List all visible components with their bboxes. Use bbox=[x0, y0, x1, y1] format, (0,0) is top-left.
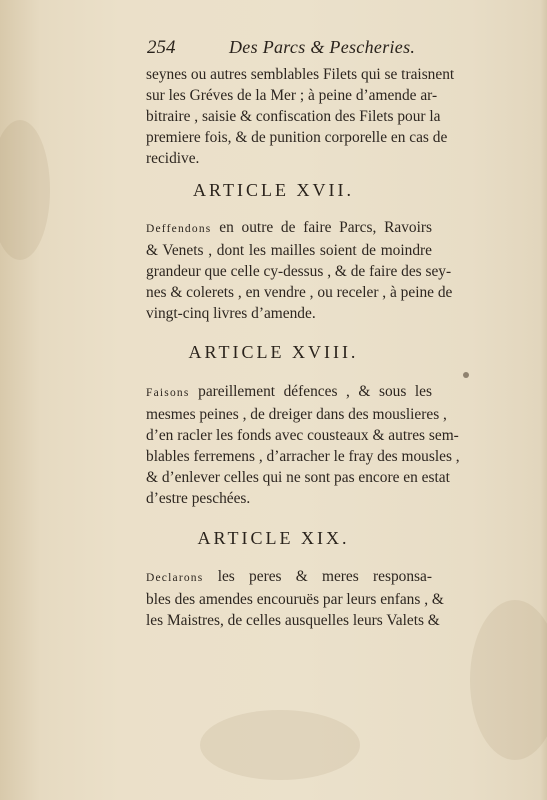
running-title: Des Parcs & Pescheries. bbox=[229, 37, 416, 57]
text-line: seynes ou autres semblables Filets qui se traisnent bbox=[146, 66, 455, 83]
text-line: recidive. bbox=[146, 150, 200, 167]
paper-stain bbox=[200, 710, 360, 780]
article-heading: ARTICLE XVIII. bbox=[188, 342, 359, 362]
page-header bbox=[147, 37, 447, 59]
text-line: blables ferremens , d’arracher le fray des mousles , bbox=[146, 448, 460, 465]
text-line: mesmes peines , de dreiger dans des mouslieres , bbox=[146, 406, 447, 423]
page-number: 254 bbox=[147, 37, 176, 58]
text-line: les Maistres, de celles ausquelles leurs Valets & bbox=[146, 612, 440, 629]
article-heading: ARTICLE XVII. bbox=[193, 180, 354, 200]
text-line: vingt-cinq livres d’amende. bbox=[146, 305, 316, 322]
paper-stain bbox=[470, 600, 547, 760]
ink-blot bbox=[463, 372, 469, 378]
lead-word: Declarons bbox=[146, 572, 204, 584]
text-line: sur les Gréves de la Mer ; à peine d’amende ar- bbox=[146, 87, 438, 104]
lead-word: Faisons bbox=[146, 387, 190, 399]
paragraph-continuation bbox=[146, 64, 455, 169]
text-fragment: en outre de faire Parcs, Ravoirs bbox=[219, 219, 432, 236]
text-line: grandeur que celle cy-dessus , & de faire des sey- bbox=[146, 263, 452, 280]
text-fragment: pareillement défences , & sous les bbox=[198, 383, 432, 400]
text-line: d’estre peschées. bbox=[146, 490, 251, 507]
article-paragraph bbox=[146, 381, 460, 509]
text-line: d’en racler les fonds avec cousteaux & autres sem- bbox=[146, 427, 459, 444]
text-line: & d’enlever celles qui ne sont pas encore en estat bbox=[146, 469, 450, 486]
text-line: premiere fois, & de punition corporelle en cas de bbox=[146, 129, 448, 146]
article-paragraph bbox=[146, 566, 444, 631]
text-line bbox=[146, 217, 432, 240]
text-fragment: les peres & meres responsa- bbox=[217, 568, 432, 585]
text-line bbox=[146, 566, 432, 589]
lead-word: Deffendons bbox=[146, 223, 212, 235]
article-heading: ARTICLE XIX. bbox=[197, 528, 350, 548]
text-line bbox=[146, 381, 432, 404]
text-line: bitraire , saisie & confiscation des Filets pour la bbox=[146, 108, 441, 125]
article-paragraph bbox=[146, 217, 453, 324]
text-line: bles des amendes encouruës par leurs enfans , & bbox=[146, 591, 444, 608]
text-line: nes & colerets , en vendre , ou receler , à peine de bbox=[146, 284, 453, 301]
text-line: & Venets , dont les mailles soient de moindre bbox=[146, 242, 432, 259]
